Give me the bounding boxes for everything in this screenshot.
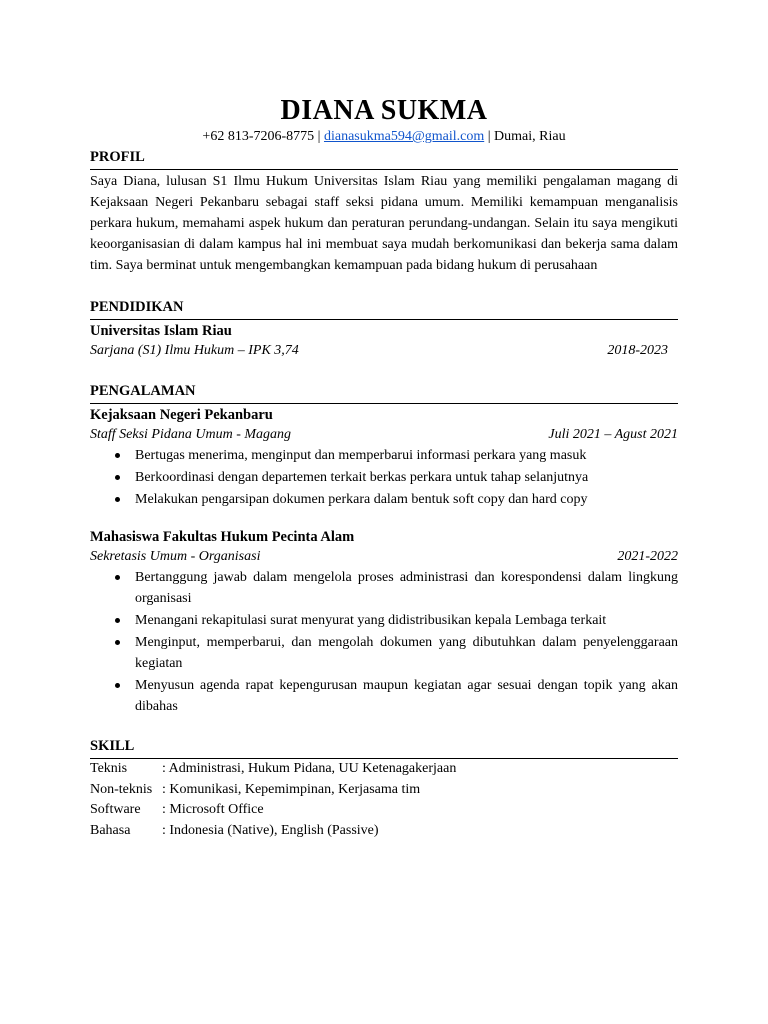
list-item: Menginput, memperbarui, dan mengolah dokumen yang dibutuhkan dalam penyelenggaraan kegiatan — [135, 632, 678, 674]
job-role: Sekretasis Umum - Organisasi — [90, 549, 261, 564]
table-row — [90, 780, 456, 801]
resume-page — [90, 94, 678, 841]
table-row — [90, 821, 456, 842]
skill-value: : Indonesia (Native), English (Passive) — [162, 822, 379, 838]
section-title-skill: SKILL — [90, 737, 678, 759]
pengalaman-section — [90, 382, 678, 717]
profil-text: Saya Diana, lulusan S1 Ilmu Hukum Universitas Islam Riau yang memiliki pengalaman magang di Kejaksaan Negeri Pekanbaru sebagai staff seksi pidana umum. Memiliki kemampuan menganalisis perkara hukum, memahami aspek hukum dan peraturan perundang-undangan. Selain itu saya mengikuti keoorganisasian di dalam kampus hal ini membuat saya mudah berkomunikasi dan bekerja sama dalam tim. Saya berminat untuk mengembangkan kemampuan pada bidang hukum di perusahaan — [90, 174, 678, 273]
list-item: Bertugas menerima, menginput dan memperbarui informasi perkara yang masuk — [135, 445, 678, 466]
table-row — [90, 800, 456, 821]
phone-number: +62 813-7206-8775 — [202, 129, 315, 144]
list-item: Berkoordinasi dengan departemen terkait berkas perkara untuk tahap selanjutnya — [135, 467, 678, 488]
job-entry — [90, 527, 678, 717]
table-row — [90, 759, 456, 780]
job-period: Juli 2021 – Agust 2021 — [548, 427, 678, 442]
education-years: 2018-2023 — [607, 343, 668, 358]
job-row — [90, 547, 678, 567]
skill-label: Teknis — [90, 761, 128, 776]
skills-table — [90, 759, 456, 841]
skill-label: Bahasa — [90, 822, 131, 838]
candidate-name: DIANA SUKMA — [280, 95, 488, 126]
skill-label: Non-teknis — [90, 781, 153, 797]
job-role: Staff Seksi Pidana Umum - Magang — [90, 427, 292, 442]
job-duties — [90, 567, 678, 717]
separator: | — [314, 129, 324, 144]
job-period: 2021-2022 — [617, 549, 678, 564]
skill-value: : Komunikasi, Kepemimpinan, Kerjasama tim — [162, 781, 421, 797]
list-item: Menangani rekapitulasi surat menyurat yang didistribusikan kepala Lembaga terkait — [135, 610, 678, 631]
list-item: Melakukan pengarsipan dokumen perkara dalam bentuk soft copy dan hard copy — [135, 489, 678, 510]
profil-section — [90, 148, 678, 276]
institution-name: Universitas Islam Riau — [90, 323, 232, 339]
job-org: Mahasiswa Fakultas Hukum Pecinta Alam — [90, 529, 355, 545]
job-duties — [90, 445, 678, 510]
skill-value: : Administrasi, Hukum Pidana, UU Ketenagakerjaan — [162, 761, 457, 776]
list-item: Menyusun agenda rapat kepengurusan maupun kegiatan agar sesuai dengan topik yang akan dibahas — [135, 675, 678, 717]
email-link[interactable]: dianasukma594@gmail.com — [323, 129, 485, 144]
contact-line — [90, 128, 678, 146]
separator: | — [484, 129, 495, 144]
location: Dumai, Riau — [494, 129, 566, 144]
section-title-pendidikan: PENDIDIKAN — [90, 298, 678, 320]
degree: Sarjana (S1) Ilmu Hukum – IPK 3,74 — [90, 343, 299, 358]
education-row — [90, 341, 678, 361]
job-row — [90, 425, 678, 445]
list-item: Bertanggung jawab dalam mengelola proses administrasi dan korespondensi dalam lingkung organisasi — [135, 567, 678, 609]
skill-label: Software — [90, 802, 141, 817]
skill-value: : Microsoft Office — [162, 802, 264, 817]
section-title-profil: PROFIL — [90, 148, 678, 170]
section-title-pengalaman: PENGALAMAN — [90, 382, 678, 404]
job-org: Kejaksaan Negeri Pekanbaru — [90, 407, 273, 423]
job-entry — [90, 405, 678, 510]
skill-section — [90, 737, 678, 841]
pendidikan-section — [90, 298, 678, 361]
